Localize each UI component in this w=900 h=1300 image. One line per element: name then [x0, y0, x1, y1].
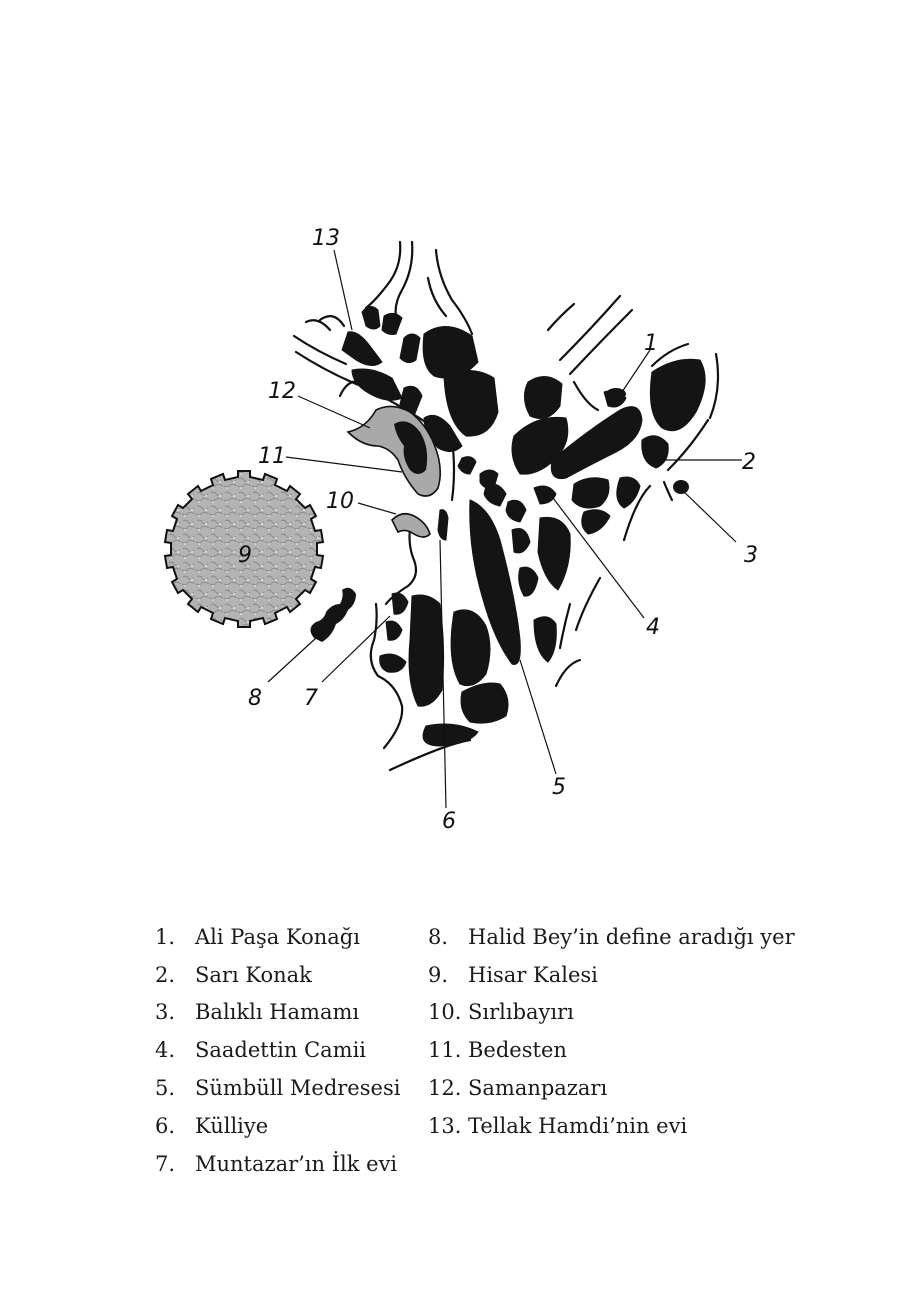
legend-label: Sarı Konak: [195, 962, 312, 987]
legend-label: Bedesten: [468, 1038, 567, 1063]
marker-2-label: 2: [742, 450, 756, 475]
legend-label: Halid Bey’in define aradığı yer: [468, 924, 795, 949]
legend-item: 10. Sırlıbayırı: [428, 1000, 574, 1025]
legend-item: 3. Balıklı Hamamı: [155, 1000, 360, 1025]
legend-label: Muntazar’ın İlk evi: [195, 1151, 398, 1176]
sirlibayiri-area: [392, 514, 430, 537]
legend-column-left: [155, 918, 400, 1183]
legend-item: 4. Saadettin Camii: [155, 1038, 367, 1063]
legend-label: Balıklı Hamamı: [195, 1000, 360, 1025]
legend-item: 2. Sarı Konak: [155, 962, 312, 987]
ali-pasa-dot: [606, 388, 626, 400]
legend-item: 7. Muntazar’ın İlk evi: [155, 1151, 398, 1176]
legend-item: 1. Ali Paşa Konağı: [155, 924, 360, 949]
balikli-hamami-dot: [673, 480, 689, 494]
marker-8-label: 8: [248, 686, 262, 711]
marker-10-label: 10: [326, 489, 354, 514]
legend-item: 5. Sümbüll Medresesi: [155, 1076, 401, 1101]
legend-label: Saadettin Camii: [195, 1038, 367, 1063]
legend-label: Sırlıbayırı: [468, 1000, 574, 1025]
legend-label: Samanpazarı: [468, 1076, 608, 1101]
legend-label: Sümbüll Medresesi: [195, 1076, 401, 1101]
legend-label: Hisar Kalesi: [468, 962, 598, 987]
legend-item: 9. Hisar Kalesi: [428, 962, 598, 987]
legend-label: Külliye: [195, 1113, 269, 1138]
legend-item: 12. Samanpazarı: [428, 1076, 608, 1101]
legend-item: 13. Tellak Hamdi’nin evi: [428, 1113, 688, 1138]
marker-7-label: 7: [304, 686, 318, 711]
marker-12-label: 12: [268, 379, 296, 404]
legend-label: Tellak Hamdi’nin evi: [468, 1113, 688, 1138]
dig-site-shape: [310, 588, 356, 642]
marker-3-label: 3: [744, 543, 758, 568]
legend-column-right: [428, 918, 795, 1145]
marker-5-label: 5: [552, 775, 566, 800]
legend-item: 6. Külliye: [155, 1113, 269, 1138]
marker-9-label: 9: [238, 543, 252, 568]
marker-1-label: 1: [644, 331, 658, 356]
legend-item: 8. Halid Bey’in define aradığı yer: [428, 924, 795, 949]
marker-4-label: 4: [646, 615, 660, 640]
legend-label: Ali Paşa Konağı: [195, 924, 360, 949]
marker-6-label: 6: [442, 809, 456, 834]
legend-item: 11. Bedesten: [428, 1038, 567, 1063]
street-outlines: [294, 242, 718, 770]
leader-lines: [268, 250, 742, 808]
marker-11-label: 11: [258, 444, 286, 469]
marker-13-label: 13: [312, 226, 340, 251]
